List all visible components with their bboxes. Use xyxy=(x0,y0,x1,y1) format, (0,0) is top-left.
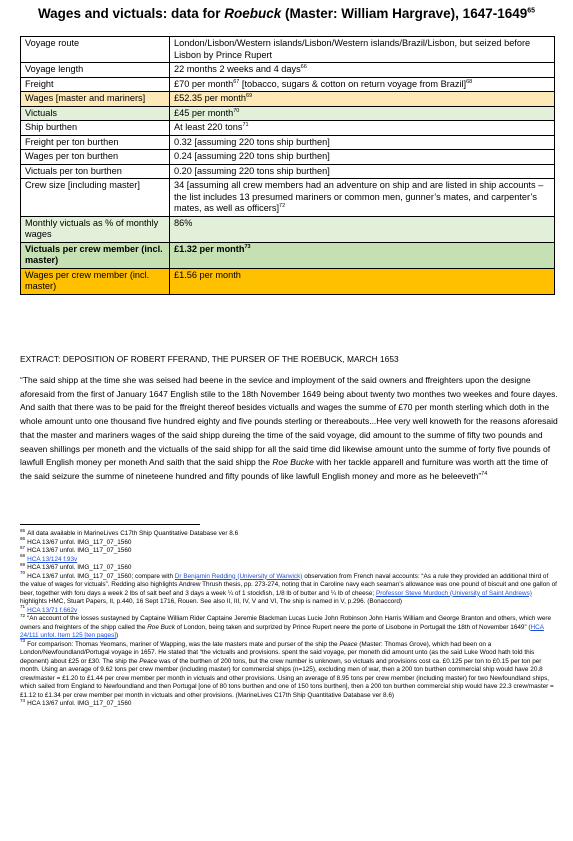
footnote-74 xyxy=(20,697,558,709)
footnote-text: (Master: Thomas Grove), which had been on a London/Newfoundland/Portugal voyage in 1657. He stated that “the victualls and provisions. spent the said voyage, per moneth did amount unto (as the said Luke Wood hath told this deponent) about £25 or £30. The ship the xyxy=(20,640,535,665)
table-row-freight xyxy=(21,77,555,92)
row-label: Ship burthen xyxy=(21,121,170,136)
table-row-wages-per-ton xyxy=(21,150,555,165)
table-row-victuals xyxy=(21,106,555,121)
footnote-73 xyxy=(20,638,558,701)
footnote-text: highlights HMC, Stuart Papers, II, p.440, 16 Sept 1716, Rouen. See also II, III, IV, V and VI, The ship is named in V, p.296. (Bonaccord) xyxy=(20,598,403,605)
footnote-ref[interactable]: 68 xyxy=(466,78,473,85)
footnote-number: 65 xyxy=(20,527,26,533)
footnote-number: 67 xyxy=(20,544,26,550)
footnote-text: HCA 13/67 unfol. IMG_117_07_1560 xyxy=(27,538,132,546)
footnote-text: HCA 13/67 unfol. IMG_117_07_1560 xyxy=(27,547,132,554)
row-value-text: £1.32 per month xyxy=(174,243,245,254)
footnote-number: 72 xyxy=(20,612,26,618)
row-value xyxy=(170,179,555,217)
footnote-ship-name: Peace xyxy=(139,657,158,665)
footnote-link[interactable]: HCA 13/71 f.662v xyxy=(27,606,78,614)
row-value xyxy=(170,63,555,78)
table-row-crew-size xyxy=(21,179,555,217)
title-ship-name: Roebuck xyxy=(224,6,282,21)
footnote-text: HCA 13/67 unfol. IMG_117_07_1560; compare with xyxy=(27,572,175,580)
table-row-ship-burthen xyxy=(21,121,555,136)
voyage-data-table xyxy=(20,36,555,295)
footnote-link[interactable]: HCA 13/124 f.93v xyxy=(27,555,78,563)
table-row-victuals-per-crew xyxy=(21,242,555,268)
row-value: 86% xyxy=(170,216,555,242)
row-value: 0.24 [assuming 220 tons ship burthen] xyxy=(170,150,555,165)
footnote-ship-name: Roe Buck xyxy=(147,623,175,631)
row-label: Monthly victuals as % of monthly wages xyxy=(21,216,170,242)
table-row-voyage-length xyxy=(21,63,555,78)
footnote-ref[interactable]: 72 xyxy=(279,202,286,209)
row-label: Victuals xyxy=(21,106,170,121)
row-label: Wages per ton burthen xyxy=(21,150,170,165)
row-value-extra: [tobacco, sugars & cotton on return voyage from Brazil] xyxy=(239,78,467,89)
footnote-text: “An account of the losses sustayned by Captaine William Rider Captaine Jeremie Blackman Lucas Lucie John Robinson John Harris William and George Branton and others, which were owners and freighters of the shipp called the xyxy=(20,615,552,631)
row-value xyxy=(170,121,555,136)
footnote-68 xyxy=(20,553,558,565)
table-row-freight-per-ton xyxy=(21,135,555,150)
row-value-text: At least 220 tons xyxy=(174,122,243,132)
row-label: Victuals per crew member (incl. master) xyxy=(21,242,170,268)
footnote-number: 70 xyxy=(20,570,26,576)
footnote-text: observation from French naval accounts: “As a rule they provided an additional third of the value of wages for victuals”. Redding also highlights Andrew Thrush thesis, pp. 273-274, noting that in Caroline navy each seaman’s allowance was one pound of biscuit and one gallon of beer, together with foru days a week 2 lbs of salt beef and 3 days a week ¼ of 1 stockfish, 1/8 lb of butter and ¼ lb of cheese; xyxy=(20,572,557,597)
row-value-text: £45 per month xyxy=(174,107,234,118)
row-label: Voyage route xyxy=(21,37,170,63)
footnote-ref[interactable]: 67 xyxy=(233,78,240,85)
footnotes-section xyxy=(20,527,558,709)
footnote-number: 74 xyxy=(20,697,26,703)
extract-ship-name: Roe Bucke xyxy=(272,457,314,468)
extract-text-1: “The said shipp at the time she was seised had beene in the sevice and imployment of the said owners and ffreighters upon the designe aforesaid from the first of January 1647 English stile to the 18th November 1649 being about twenty two monthes two weekes and foure dayes. And saith that there was to be paid for the ffreight thereof besides victualls and wages the summe of £70 per month sterling which doth in the whole amount unto one thousand five hundred eighty and five pounds sterling or thereabouts...Hee very well knoweth for the reasons aforesaid that the master and mariners wages of the said shipp dureing the time of the said voyage, did amount to the summe of fifty two pounds and seaven shillings per moneth and the victualls of the said shipp for all the said time did likewise amount unto the summe of forty five pounds of lawfull English money per moneth And saith that the said shipp the xyxy=(20,375,558,468)
footnote-ref[interactable]: 71 xyxy=(242,121,249,128)
footnote-ref[interactable]: 73 xyxy=(244,243,251,250)
row-label: Wages per crew member (incl. master) xyxy=(21,268,170,294)
page-title xyxy=(0,6,573,21)
extract-quote xyxy=(20,374,558,484)
footnote-ref[interactable]: 66 xyxy=(300,63,307,70)
footnote-link-murdoch[interactable]: Professor Steve Murdoch (University of Saint Andrews) xyxy=(375,589,532,597)
table-row-voyage-route xyxy=(21,37,555,63)
row-value-text: £70 per month xyxy=(174,78,234,89)
title-footnote-ref[interactable]: 65 xyxy=(527,7,536,15)
footnote-text: HCA 13/67 unfol. IMG_117_07_1560 xyxy=(27,700,132,707)
footnote-text: was of the burthen of 200 tons, but the crew number is unknown, so victuals and provisions cost ca. £0.125 per ton to £0.15 per ton per month. Using an average of 9.62 tons per crew member (including master) for commercial ships (n=125), excluding men of war, then a 200 ton burthen commercial ship would have 20.8 crew/master = £1.20 to £1.44 per crew member per month in victuals and other provisions. Using an average of 8.95 tons per crew member (including master) for two Newfoundland ships, which sailed from England to Newfoundland and then Portugal [one of 80 tons burthen and one of 150 tons burthen], then a 200 ton burthen commercial ship would have 22.3 crew/master = £1.12 to £1.34 per crew member per month in victuals and other provisions. (MarineLives C17th Ship Quantitative Database ver 8.6) xyxy=(20,657,554,699)
footnote-text: ) xyxy=(116,632,119,639)
footnote-link-redding[interactable]: Dr Benjamin Redding (University of Warwick) xyxy=(174,572,303,580)
footnote-text: All data available in MarineLives C17th Ship Quantitative Database ver 8.6 xyxy=(27,530,239,537)
extract-text-2: with her tackle apparell and furniture was worth att the time of the said seizure the summe of nineteene hundred and fifty pounds of like lawfull English money and more as he beleeveth” xyxy=(20,457,548,481)
table-row-victuals-pct-wages xyxy=(21,216,555,242)
table-row-wages-per-crew xyxy=(21,268,555,294)
row-label: Victuals per ton burthen xyxy=(21,164,170,179)
footnote-text: HCA 13/67 unfol. IMG_117_07_1560 xyxy=(27,564,132,571)
table-row-victuals-per-ton xyxy=(21,164,555,179)
title-suffix: (Master: William Hargrave), 1647-1649 xyxy=(281,6,528,21)
row-label: Freight per ton burthen xyxy=(21,135,170,150)
row-label: Crew size [including master] xyxy=(21,179,170,217)
row-value xyxy=(170,77,555,92)
table-row-wages xyxy=(21,92,555,107)
row-value xyxy=(170,106,555,121)
footnote-ship-name: Peace xyxy=(339,640,358,648)
row-value-text: 22 months 2 weeks and 4 days xyxy=(174,64,301,74)
footnote-number: 68 xyxy=(20,553,26,559)
row-value-text: 34 [assuming all crew members had an adventure on ship and are listed in ship accounts – the list includes 13 presumed mariners or common men, gunner’s mates, and carpenter’s mates, as well as officers] xyxy=(174,180,544,213)
footnote-text: of London, being taken and surprized by Prince Rupert neere the porte of Lisobone in Portugall the 18th of November 1649” ( xyxy=(174,623,531,631)
title-prefix: Wages and victuals: data for xyxy=(37,6,225,21)
footnote-71 xyxy=(20,604,558,616)
row-value: 0.32 [assuming 220 tons ship burthen] xyxy=(170,135,555,150)
row-value xyxy=(170,242,555,268)
row-label: Voyage length xyxy=(21,63,170,78)
row-value-text: £52.35 per month xyxy=(174,93,247,103)
footnote-66 xyxy=(20,536,558,548)
footnote-number: 69 xyxy=(20,561,26,567)
footnote-text: For comparison: Thomas Yeomans, mariner of Wapping, was the late masters mate and purser of the ship the xyxy=(27,640,340,648)
footnote-number: 66 xyxy=(20,536,26,542)
footnote-ref[interactable]: 69 xyxy=(246,92,253,99)
row-value: £1.56 per month xyxy=(170,268,555,294)
row-value: 0.20 [assuming 220 tons ship burthen] xyxy=(170,164,555,179)
row-value xyxy=(170,37,555,63)
row-value-text: London/Lisbon/Western islands/Lisbon/Western islands/Brazil/Lisbon, but seized before Lisbon by Prince Rupert xyxy=(174,38,531,60)
footnote-divider xyxy=(20,524,200,525)
footnote-link[interactable]: HCA 24/111 unfol. Item 125 [ten pages] xyxy=(20,623,545,639)
footnote-ref[interactable]: 70 xyxy=(233,107,240,114)
row-label: Wages [master and mariners] xyxy=(21,92,170,107)
footnote-number: 73 xyxy=(20,638,26,644)
row-value xyxy=(170,92,555,107)
extract-heading: EXTRACT: DEPOSITION OF ROBERT FFERAND, THE PURSER OF THE ROEBUCK, MARCH 1653 xyxy=(20,354,399,364)
footnote-ref[interactable]: 74 xyxy=(481,471,488,478)
row-label: Freight xyxy=(21,77,170,92)
footnote-number: 71 xyxy=(20,604,26,610)
